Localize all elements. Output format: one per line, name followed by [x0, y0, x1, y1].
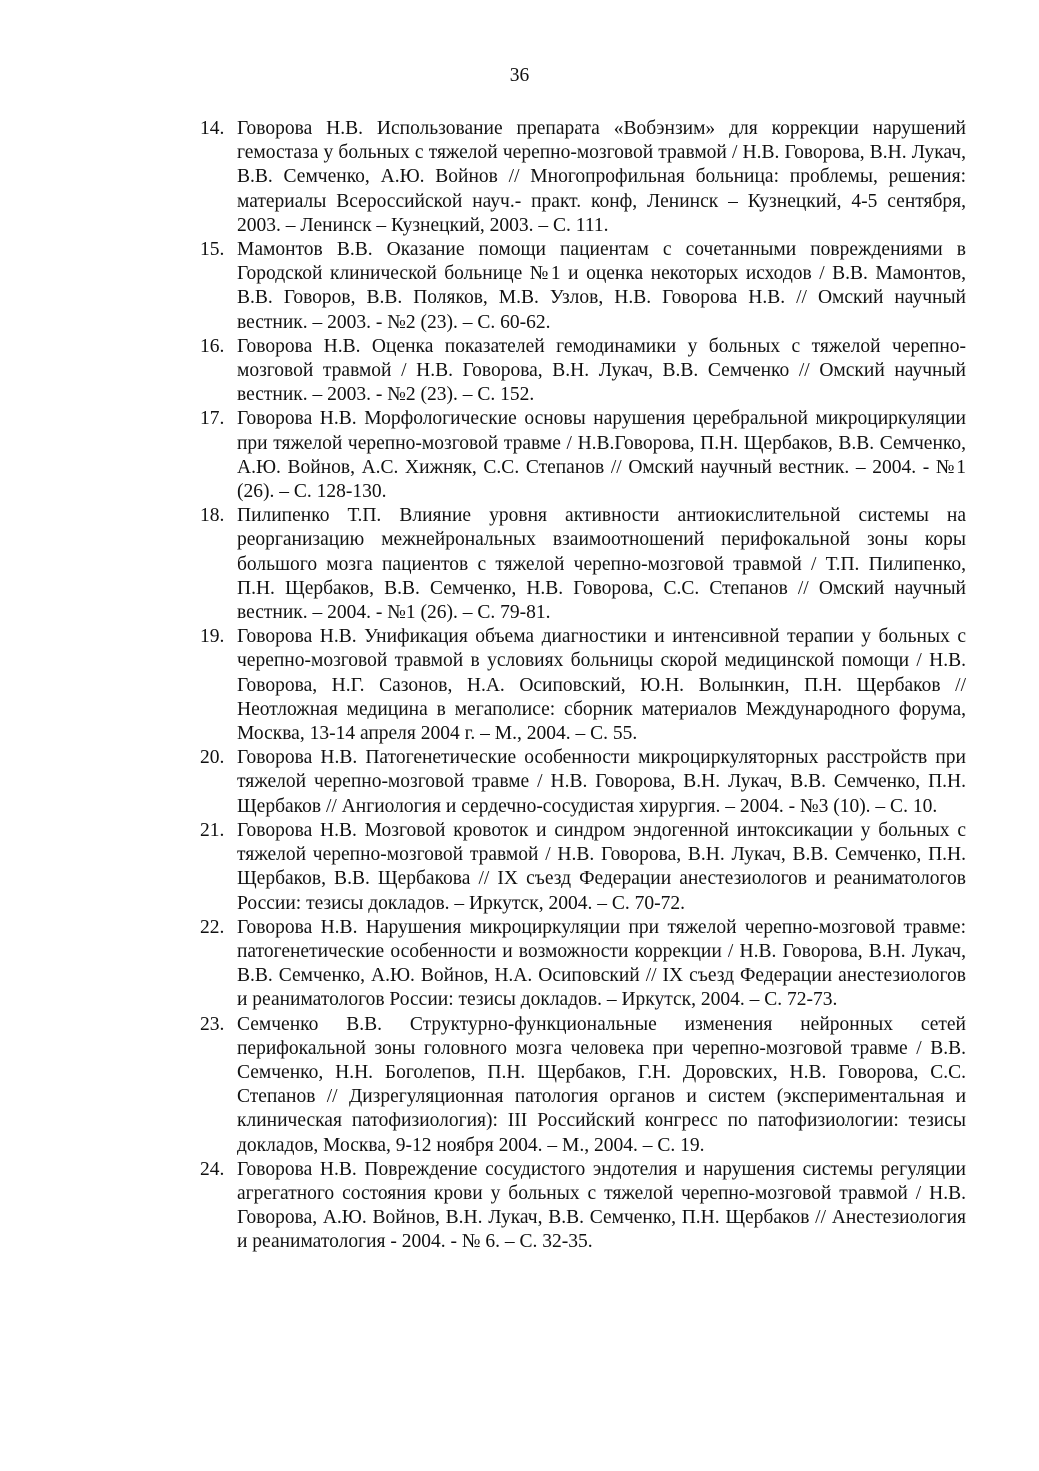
- page-number: 36: [509, 65, 530, 86]
- reference-text: Говорова Н.В. Оценка показателей гемодинамики у больных с тяжелой черепно-мозговой травмой / Н.В. Говорова, В.Н. Лукач, В.В. Семченко // Омский научный вестник. – 2003. - №2 (23). – С. 152.: [237, 335, 966, 406]
- reference-item: [200, 335, 966, 408]
- reference-number: 21.: [200, 819, 225, 841]
- reference-number: 20.: [200, 747, 225, 769]
- reference-item: [200, 916, 966, 1013]
- reference-item: [200, 746, 966, 819]
- reference-item: [200, 1013, 966, 1158]
- reference-text: Говорова Н.В. Повреждение сосудистого эндотелия и нарушения системы регуляции агрегатного состояния крови у больных с тяжелой черепно-мозговой травмой / Н.В. Говорова, А.Ю. Войнов, В.Н. Лукач, В.В. Семченко, П.Н. Щербаков // Анестезиология и реаниматология - 2004. - № 6. – С. 32-35.: [237, 1158, 966, 1253]
- reference-list: [200, 117, 966, 1255]
- reference-text: Пилипенко Т.П. Влияние уровня активности антиокислительной системы на реорганизацию межнейрональных взаимоотношений перифокальной зоны коры большого мозга пациентов с тяжелой черепно-мозговой травмой / Т.П. Пилипенко, П.Н. Щербаков, В.В. Семченко, Н.В. Говорова, С.С. Степанов // Омский научный вестник. – 2004. - №1 (26). – С. 79-81.: [237, 505, 966, 624]
- reference-item: [200, 1158, 966, 1255]
- reference-text: Говорова Н.В. Нарушения микроциркуляции при тяжелой черепно-мозговой травме: патогенетические особенности и возможности коррекции / Н.В. Говорова, В.Н. Лукач, В.В. Семченко, А.Ю. Войнов, Н.А. Осиповский // IX съезд Федерации анестезиологов и реаниматологов России: тезисы докладов. – Иркутск, 2004. – С. 72-73.: [237, 916, 966, 1011]
- reference-number: 18.: [200, 505, 225, 527]
- reference-item: [200, 625, 966, 746]
- reference-text: Говорова Н.В. Унификация объема диагностики и интенсивной терапии у больных с черепно-мозговой травмой в условиях больницы скорой медицинской помощи / Н.В. Говорова, Н.Г. Сазонов, Н.А. Осиповский, Ю.Н. Волынкин, П.Н. Щербаков // Неотложная медицина в мегаполисе: сборник материалов Международного форума, Москва, 13-14 апреля 2004 г. – М., 2004. – С. 55.: [237, 626, 966, 745]
- reference-item: [200, 407, 966, 504]
- reference-item: [200, 819, 966, 916]
- reference-number: 19.: [200, 626, 225, 648]
- reference-number: 24.: [200, 1158, 225, 1180]
- reference-item: [200, 504, 966, 625]
- reference-text: Семченко В.В. Структурно-функциональные изменения нейронных сетей перифокальной зоны головного мозга человека при черепно-мозговой травме / В.В. Семченко, Н.Н. Боголепов, П.Н. Щербаков, Г.Н. Доровских, Н.В. Говорова, С.С. Степанов // Дизрегуляционная патология органов и систем (экспериментальная и клиническая патофизиология): III Российский конгресс по патофизиологии: тезисы докладов, Москва, 9-12 ноября 2004. – М., 2004. – С. 19.: [237, 1013, 966, 1156]
- reference-number: 15.: [200, 239, 225, 261]
- reference-text: Говорова Н.В. Морфологические основы нарушения церебральной микроциркуляции при тяжелой черепно-мозговой травме / Н.В.Говорова, П.Н. Щербаков, В.В. Семченко, А.Ю. Войнов, А.С. Хижняк, С.С. Степанов // Омский научный вестник. – 2004. - №1 (26). – С. 128-130.: [237, 408, 966, 503]
- reference-text: Говорова Н.В. Патогенетические особенности микроциркуляторных расстройств при тяжелой черепно-мозговой травме / Н.В. Говорова, В.Н. Лукач, В.В. Семченко, П.Н. Щербаков // Ангиология и сердечно-сосудистая хирургия. – 2004. - №3 (10). – С. 10.: [237, 747, 966, 817]
- reference-item: [200, 117, 966, 238]
- reference-number: 22.: [200, 916, 225, 938]
- reference-text: Говорова Н.В. Использование препарата «Вобэнзим» для коррекции нарушений гемостаза у больных с тяжелой черепно-мозговой травмой / Н.В. Говорова, В.Н. Лукач, В.В. Семченко, А.Ю. Войнов // Многопрофильная больница: проблемы, решения: материалы Всероссийской науч.- практ. конф, Ленинск – Кузнецкий, 4-5 сентября, 2003. – Ленинск – Кузнецкий, 2003. – С. 111.: [237, 118, 966, 236]
- reference-text: Мамонтов В.В. Оказание помощи пациентам с сочетанными повреждениями в Городской клинической больнице №1 и оценка некоторых исходов / В.В. Мамонтов, В.В. Говоров, В.В. Поляков, М.В. Узлов, Н.В. Говорова Н.В. // Омский научный вестник. – 2003. - №2 (23). – С. 60-62.: [237, 239, 966, 333]
- reference-text: Говорова Н.В. Мозговой кровоток и синдром эндогенной интоксикации у больных с тяжелой черепно-мозговой травмой / Н.В. Говорова, В.Н. Лукач, В.В. Семченко, П.Н. Щербаков, В.В. Щербакова // IX съезд Федерации анестезиологов и реаниматологов России: тезисы докладов. – Иркутск, 2004. – С. 70-72.: [237, 819, 966, 914]
- reference-item: [200, 238, 966, 335]
- reference-number: 23.: [200, 1013, 225, 1035]
- reference-number: 17.: [200, 408, 225, 430]
- reference-number: 14.: [200, 118, 225, 139]
- reference-number: 16.: [200, 335, 225, 357]
